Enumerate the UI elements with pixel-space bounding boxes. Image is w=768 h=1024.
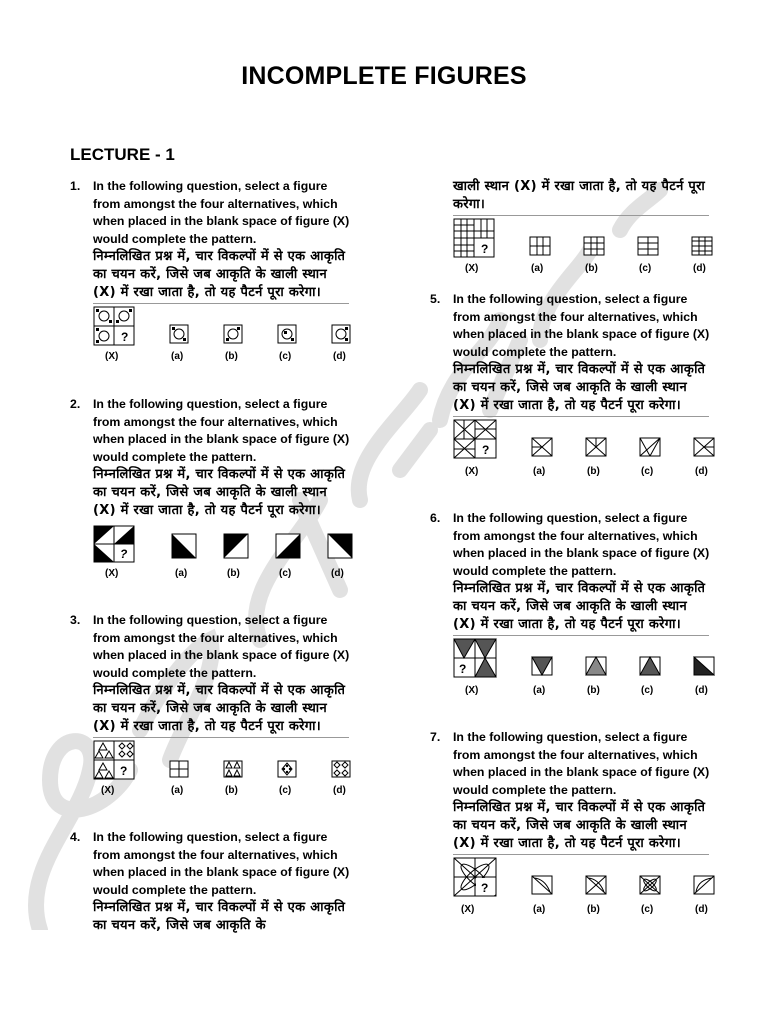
label-x: (X) xyxy=(465,685,479,697)
question-5 xyxy=(430,291,710,478)
label-c: (c) xyxy=(641,904,654,916)
figure-x xyxy=(453,419,497,459)
figure-x xyxy=(93,306,135,346)
figure-row xyxy=(453,416,709,478)
label-c: (c) xyxy=(279,351,292,363)
option-b xyxy=(583,236,605,256)
svg-text:?: ? xyxy=(120,764,128,779)
option-b xyxy=(223,533,249,559)
question-number: 4. xyxy=(70,830,81,844)
label-d: (d) xyxy=(693,263,706,275)
label-a: (a) xyxy=(531,263,544,275)
label-b: (b) xyxy=(587,685,600,697)
option-a xyxy=(169,324,189,344)
label-d: (d) xyxy=(333,351,346,363)
option-a xyxy=(171,533,197,559)
label-c: (c) xyxy=(279,568,292,580)
label-x: (X) xyxy=(461,904,475,916)
label-x: (X) xyxy=(465,263,479,275)
figure-x xyxy=(93,740,135,780)
label-d: (d) xyxy=(695,904,708,916)
question-number: 1. xyxy=(70,179,81,193)
option-b xyxy=(223,760,243,778)
label-a: (a) xyxy=(533,466,546,478)
label-b: (b) xyxy=(227,568,240,580)
question-text-hi: निम्नलिखित प्रश्न में, चार विकल्पों में से एक आकृति का चयन करें, जिसे जब आकृति के xyxy=(93,900,346,933)
option-c xyxy=(639,875,661,895)
label-b: (b) xyxy=(225,351,238,363)
option-a xyxy=(531,875,553,895)
option-d xyxy=(691,236,713,256)
option-b xyxy=(585,437,607,457)
label-a: (a) xyxy=(533,904,546,916)
question-number: 3. xyxy=(70,613,81,627)
figure-x xyxy=(453,857,497,897)
question-3 xyxy=(70,612,350,797)
figure-x xyxy=(93,525,135,563)
label-x: (X) xyxy=(465,466,479,478)
question-text-en: In the following question, select a figure from amongst the four alternatives, which when placed in the blank space of figure (X) would complete the pattern. xyxy=(453,511,710,578)
svg-text:?: ? xyxy=(482,443,490,458)
label-b: (b) xyxy=(587,466,600,478)
question-text-hi: निम्नलिखित प्रश्न में, चार विकल्पों में से एक आकृति का चयन करें, जिसे जब आकृति के खाली स्थान (X) में रखा जाता है, तो यह पैटर्न पूरा करेगा। xyxy=(453,362,706,413)
question-number: 6. xyxy=(430,511,441,525)
label-a: (a) xyxy=(175,568,188,580)
question-number: 2. xyxy=(70,397,81,411)
figure-row xyxy=(453,215,709,275)
option-c xyxy=(637,236,659,256)
question-2 xyxy=(70,396,350,580)
label-d: (d) xyxy=(695,466,708,478)
label-a: (a) xyxy=(171,785,184,797)
label-d: (d) xyxy=(695,685,708,697)
option-c xyxy=(277,760,297,778)
option-d xyxy=(693,656,715,676)
label-x: (X) xyxy=(105,568,119,580)
svg-text:?: ? xyxy=(481,242,489,257)
lecture-heading: LECTURE - 1 xyxy=(70,145,175,164)
label-b: (b) xyxy=(225,785,238,797)
question-number: 5. xyxy=(430,292,441,306)
question-1 xyxy=(70,178,350,363)
option-d xyxy=(327,533,353,559)
option-b xyxy=(585,656,607,676)
option-b xyxy=(585,875,607,895)
option-c xyxy=(275,533,301,559)
label-a: (a) xyxy=(171,351,184,363)
figure-row xyxy=(93,737,349,797)
question-text-en: In the following question, select a figure from amongst the four alternatives, which when placed in the blank space of figure (X) would complete the pattern. xyxy=(93,613,350,680)
figure-x xyxy=(453,218,495,258)
question-text-en: In the following question, select a figure from amongst the four alternatives, which when placed in the blank space of figure (X) would complete the pattern. xyxy=(93,179,350,246)
svg-text:?: ? xyxy=(121,330,129,345)
svg-text:?: ? xyxy=(481,881,489,896)
label-c: (c) xyxy=(639,263,652,275)
question-6 xyxy=(430,510,710,697)
label-d: (d) xyxy=(333,785,346,797)
figure-row xyxy=(453,854,709,916)
question-text-hi: खाली स्थान (X) में रखा जाता है, तो यह पैटर्न पूरा करेगा। xyxy=(453,179,706,212)
figure-x xyxy=(453,638,497,678)
option-a xyxy=(169,760,189,778)
question-text-hi: निम्नलिखित प्रश्न में, चार विकल्पों में से एक आकृति का चयन करें, जिसे जब आकृति के खाली स्थान (X) में रखा जाता है, तो यह पैटर्न पूरा करेगा। xyxy=(93,467,346,518)
svg-text:?: ? xyxy=(120,547,128,562)
question-text-hi: निम्नलिखित प्रश्न में, चार विकल्पों में से एक आकृति का चयन करें, जिसे जब आकृति के खाली स्थान (X) में रखा जाता है, तो यह पैटर्न पूरा करेगा। xyxy=(453,581,706,632)
question-text-en: In the following question, select a figure from amongst the four alternatives, which when placed in the blank space of figure (X) would complete the pattern. xyxy=(453,730,710,797)
option-d xyxy=(331,760,351,778)
option-d xyxy=(693,875,715,895)
option-a xyxy=(531,437,553,457)
question-text-en: In the following question, select a figure from amongst the four alternatives, which when placed in the blank space of figure (X) would complete the pattern. xyxy=(93,397,350,464)
page-title: INCOMPLETE FIGURES xyxy=(241,62,527,90)
question-4-continued xyxy=(430,178,710,275)
question-text-en: In the following question, select a figure from amongst the four alternatives, which when placed in the blank space of figure (X) would complete the pattern. xyxy=(453,292,710,359)
question-text-en: In the following question, select a figure from amongst the four alternatives, which when placed in the blank space of figure (X) would complete the pattern. xyxy=(93,830,350,897)
figure-row xyxy=(93,521,349,580)
label-d: (d) xyxy=(331,568,344,580)
option-c xyxy=(639,437,661,457)
label-x: (X) xyxy=(101,785,115,797)
label-c: (c) xyxy=(279,785,292,797)
option-c xyxy=(277,324,297,344)
label-x: (X) xyxy=(105,351,119,363)
question-number: 7. xyxy=(430,730,441,744)
option-a xyxy=(531,656,553,676)
question-text-hi: निम्नलिखित प्रश्न में, चार विकल्पों में से एक आकृति का चयन करें, जिसे जब आकृति के खाली स्थान (X) में रखा जाता है, तो यह पैटर्न पूरा करेगा। xyxy=(93,249,346,300)
option-a xyxy=(529,236,551,256)
question-text-hi: निम्नलिखित प्रश्न में, चार विकल्पों में से एक आकृति का चयन करें, जिसे जब आकृति के खाली स्थान (X) में रखा जाता है, तो यह पैटर्न पूरा करेगा। xyxy=(453,800,706,851)
question-text-hi: निम्नलिखित प्रश्न में, चार विकल्पों में से एक आकृति का चयन करें, जिसे जब आकृति के खाली स्थान (X) में रखा जाता है, तो यह पैटर्न पूरा करेगा। xyxy=(93,683,346,734)
option-c xyxy=(639,656,661,676)
option-b xyxy=(223,324,243,344)
figure-row xyxy=(453,635,709,697)
label-a: (a) xyxy=(533,685,546,697)
option-d xyxy=(693,437,715,457)
question-7 xyxy=(430,729,710,916)
label-c: (c) xyxy=(641,466,654,478)
question-4 xyxy=(70,829,350,935)
svg-text:?: ? xyxy=(459,662,467,677)
option-d xyxy=(331,324,351,344)
figure-row xyxy=(93,303,349,363)
label-b: (b) xyxy=(587,904,600,916)
label-b: (b) xyxy=(585,263,598,275)
label-c: (c) xyxy=(641,685,654,697)
